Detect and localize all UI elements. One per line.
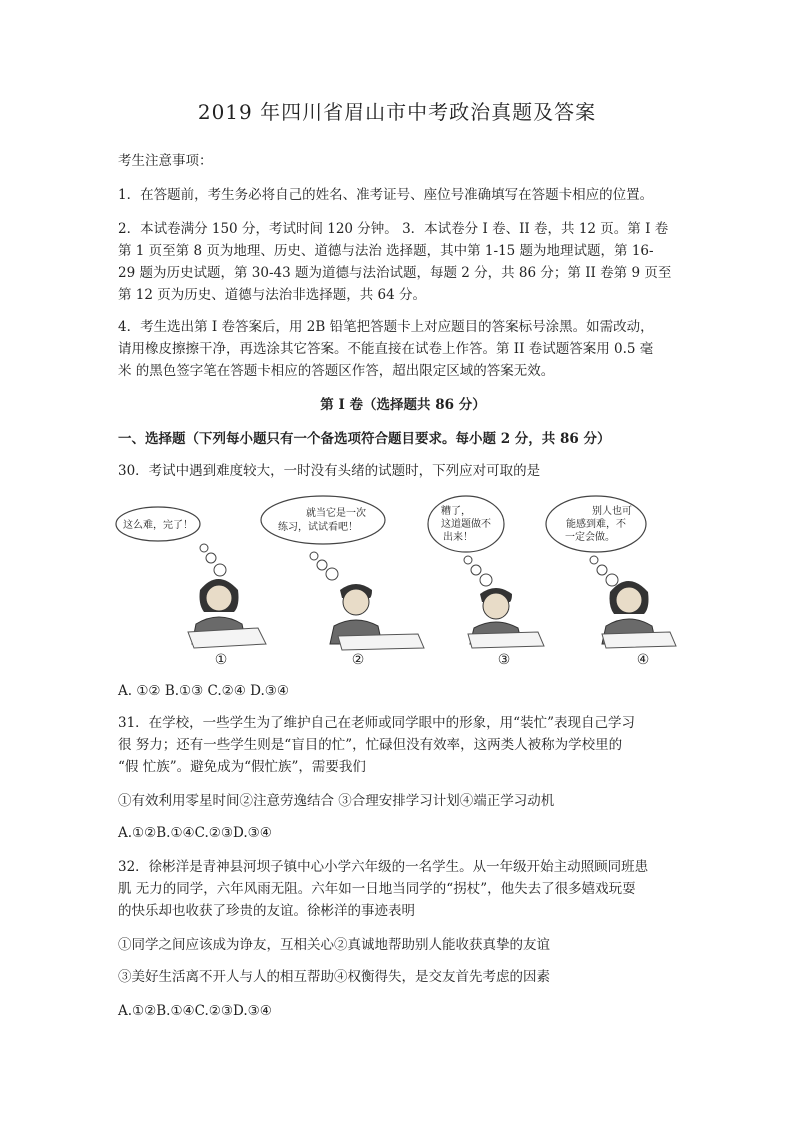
question-32-options: A.①②B.①④C.②③D.③④ <box>118 1003 272 1019</box>
panel-2 <box>261 496 424 667</box>
question-32-stem-line: 32．徐彬洋是青神县河坝子镇中心小学六年级的一名学生。从一年级开始主动照顾同班患 <box>118 859 649 875</box>
panel-2-number: ② <box>351 652 365 667</box>
question-31-options: A.①②B.①④C.②③D.③④ <box>118 825 272 841</box>
notice-item-2-line: 29 题为历史试题，第 30-43 题为道德与法治试题，每题 2 分，共 86 分；第 II 卷第 9 页至 <box>118 265 672 281</box>
question-31-stem-line: 31．在学校，一些学生为了维护自己在老师或同学眼中的形象，用“装忙”表现自己学习 <box>118 715 635 731</box>
panel-1-bubble-text: 这么难，完了！ <box>123 520 193 531</box>
panel-3-number: ③ <box>497 652 511 667</box>
panel-4-bubble-line-2: 能感到难，不 <box>566 519 626 530</box>
student-boy-2-icon <box>468 588 544 648</box>
question-31-stem-line: “假 忙族”。避免成为“假忙族”，需要我们 <box>118 759 366 775</box>
notice-item-2-line: 第 12 页为历史、道德与法治非选择题，共 64 分。 <box>118 287 427 303</box>
question-30-stem: 30．考试中遇到难度较大，一时没有头绪的试题时，下列应对可取的是 <box>118 463 541 479</box>
panel-3-bubble-line-2: 这道题做不 <box>441 519 491 530</box>
panel-4 <box>546 496 676 667</box>
question-30-options: A. ①② B.①③ C.②④ D.③④ <box>118 683 290 699</box>
question-31-stem-line: 很 努力；还有一些学生则是“盲目的忙”，忙碌但没有效率，这两类人被称为学校里的 <box>118 737 623 753</box>
page-title: 2019 年四川省眉山市中考政治真题及答案 <box>197 100 597 124</box>
notice-item-4-line: 米 的黑色签字笔在答题卡相应的答题区作答，超出限定区域的答案无效。 <box>118 363 555 379</box>
panel-2-bubble-line-1: 就当它是一次 <box>306 508 366 519</box>
question-32-stem-line: 的快乐却也收获了珍贵的友谊。徐彬洋的事迹表明 <box>118 903 415 919</box>
question-32-stem-line: 肌 无力的同学，六年风雨无阻。六年如一日地当同学的“拐杖”，他失去了很多嬉戏玩耍 <box>118 881 636 897</box>
panel-4-bubble-line-3: 一定会做。 <box>565 532 615 543</box>
notice-heading: 考生注意事项： <box>118 153 213 169</box>
question-30-illustration <box>108 492 688 667</box>
student-girl-2-icon <box>602 581 676 648</box>
notice-item-4-line: 请用橡皮擦擦干净，再选涂其它答案。不能直接在试卷上作答。第 II 卷试题答案用 0.5 毫 <box>118 341 654 357</box>
student-boy-1-icon <box>330 584 424 650</box>
section-heading: 第 I 卷（选择题共 86 分） <box>320 397 486 413</box>
question-31-choices: ①有效利用零星时间②注意劳逸结合 ③合理安排学习计划④端正学习动机 <box>118 793 555 809</box>
notice-item-4-line: 4．考生选出第 I 卷答案后，用 2B 铅笔把答题卡上对应题目的答案标号涂黑。如需改动， <box>118 319 654 335</box>
question-32-choices-line-2: ③美好生活离不开人与人的相互帮助④权衡得失，是交友首先考虑的因素 <box>118 969 550 985</box>
notice-item-1: 1．在答题前，考生务必将自己的姓名、准考证号、座位号准确填写在答题卡相应的位置。 <box>118 187 654 203</box>
panel-3-bubble-line-1: 糟了， <box>441 506 471 517</box>
part-heading: 一、选择题（下列每小题只有一个备选项符合题目要求。每小题 2 分，共 86 分） <box>118 431 611 447</box>
notice-item-2-line: 2．本试卷满分 150 分，考试时间 120 分钟。 3．本试卷分 I 卷、II 卷，共 12 页。第 I 卷 <box>118 221 669 237</box>
panel-3 <box>428 496 544 667</box>
panel-2-bubble-line-2: 练习，试试看吧！ <box>278 522 358 533</box>
question-32-choices-line-1: ①同学之间应该成为诤友，互相关心②真诚地帮助别人能收获真挚的友谊 <box>118 937 550 953</box>
student-girl-1-icon <box>188 579 266 648</box>
panel-4-bubble-line-1: 别人也可 <box>592 506 632 517</box>
panel-4-number: ④ <box>636 652 650 667</box>
notice-item-2-line: 第 1 页至第 8 页为地理、历史、道德与法治 选择题，其中第 1-15 题为地理试题，第 16- <box>118 243 654 259</box>
panel-3-bubble-line-3: 出来！ <box>443 532 473 543</box>
panel-1-number: ① <box>214 652 228 667</box>
panel-1 <box>116 507 266 667</box>
